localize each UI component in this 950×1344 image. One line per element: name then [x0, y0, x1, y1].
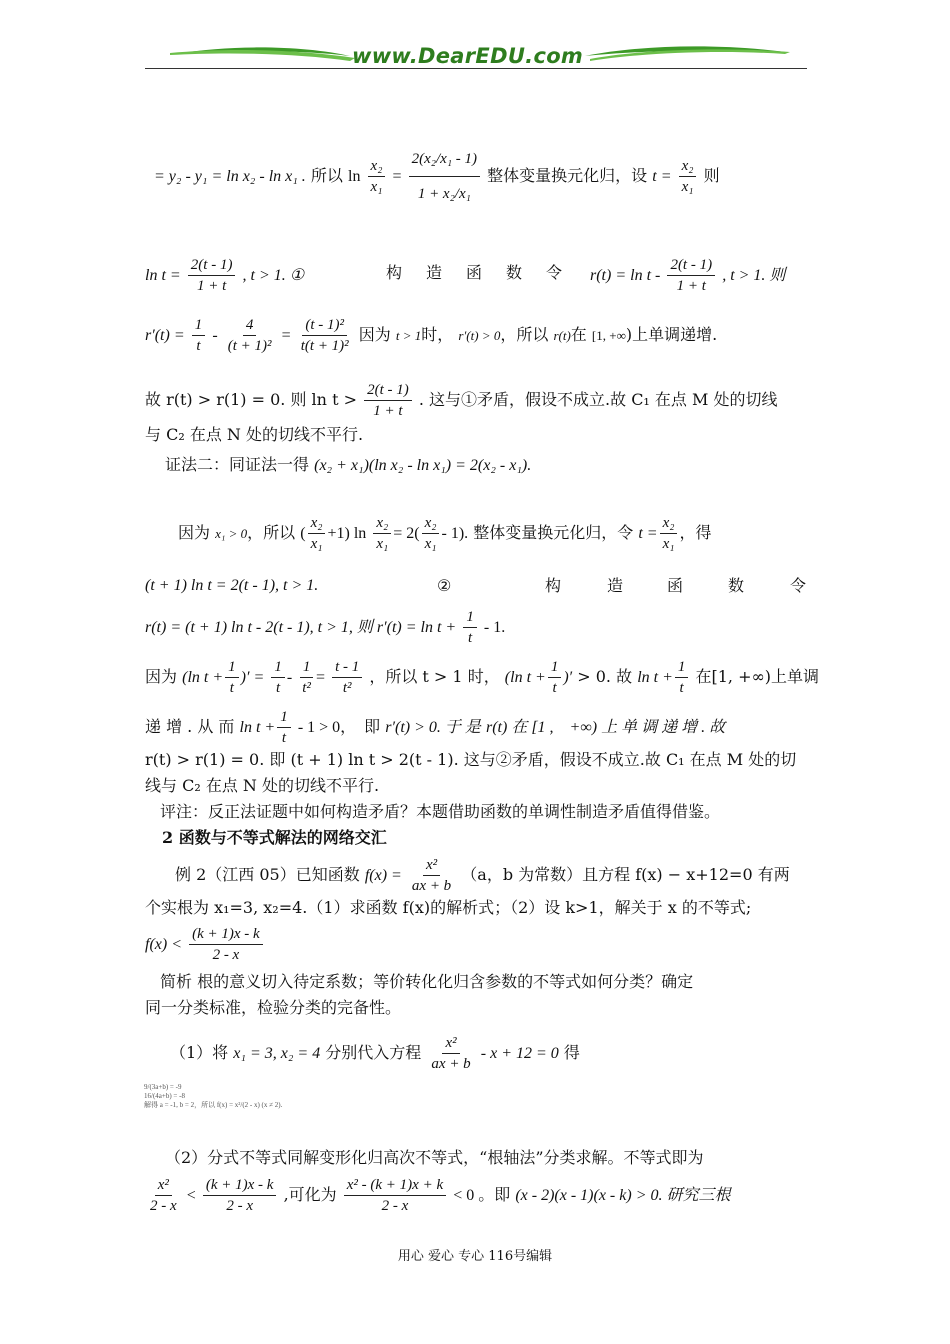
spread-zao: 造 [607, 576, 624, 595]
line-02: ln t = $\frac{2(t - 1)}{1 + t}$ , t > 1. ① [145, 257, 305, 294]
line-16: 例 2（江西 05）已知函数 f(x) = $\frac{\text{x²}}{ax + b}$ （a，b 为常数）且方程 f(x) − x+12=0 有两 [175, 857, 790, 894]
frac-2t1: $\frac{2(t - 1)}{1 + t}$ [188, 255, 236, 296]
line-03: r′(t) = $\frac{1}{t}$ - $\frac{4}{\text{(t + 1)²}}$ = $\frac{\text{(t - 1)²}}{\text{t(t + 1)²}}$ 因为 t > 1时， r′(t) > 0，所以 r(t)在 [1, +∞)上单调递增. [145, 317, 718, 354]
line-19: 简析 根的意义切入待定系数；等价转化化归含参数的不等式如何分类？确定 [160, 972, 694, 991]
text-zhengti: 整体变量换元化归，设 [487, 166, 648, 185]
text-ze: 则 [703, 166, 720, 185]
line-14-comment: 评注：反正法证题中如何构造矛盾？本题借助函数的单调性制造矛盾值得借鉴。 [160, 802, 721, 821]
line-04: 故 r(t) > r(1) = 0. 则 ln t > $\frac{2(t - 1)}{1 + t}$ . 这与①矛盾，假设不成立.故 C₁ 在点 M 处的切线 [145, 382, 778, 419]
line-22: （2）分式不等式同解变形化归高次不等式，“根轴法”分类求解。不等式即为 [165, 1148, 704, 1167]
section-heading-2: 2 函数与不等式解法的网络交汇 [162, 828, 387, 847]
line-05: 与 C₂ 在点 N 处的切线不平行. [145, 425, 364, 444]
spread-gou: 构 [545, 576, 562, 595]
text-gouzao-1: 构 造 函 数 令 [386, 263, 567, 282]
spread-han: 函 [667, 576, 684, 595]
line-21: （1）将 x₁ = 3, x₂ = 4 分别代入方程 $\frac{\text{x²}}{ax + b}$ - x + 12 = 0 得 [170, 1035, 580, 1072]
line-18: f(x) < $\frac{(k + 1)x - k}{2 - x}$ [145, 924, 265, 965]
line-10: 因为 (ln t + $\frac{1}{t}$ )′ = $\frac{1}{t}$ - $\frac{1}{\text{t²}}$ = $\frac{t - 1}{\text{t²}}$ ，所以 t > 1 时， (ln t + $\frac{1}{t}$ )′ > 0. 故 ln t + $\frac{1}{t}$ 在[1, +∞)上单调 [145, 659, 820, 696]
frac-big: $\frac{\text{2(x₂/x₁ - 1)}}{\text{1 + x₂/x₁}}$ [409, 142, 480, 211]
site-logo-text: www.DearEDU.com [352, 44, 584, 68]
line-09: r(t) = (t + 1) ln t - 2(t - 1), t > 1, 则 r′(t) = ln t + $\frac{1}{t}$ - 1. [145, 609, 506, 646]
line-07: 因为 x₁ > 0，所以 ( $\frac{\text{x₂}}{\text{x₁}}$ +1) ln $\frac{\text{x₂}}{\text{x₁}}$ = 2( $\frac{\text{x₂}}{\text{x₁}}$ - 1). 整体变量换元化归，令 t = $\frac{\text{x₂}}{\text{x₁}}$ ，得 [178, 515, 712, 552]
line-17: 个实根为 x₁=3, x₂=4.（1）求函数 f(x)的解析式；（2）设 k>1，解关于 x 的不等式; [145, 898, 752, 917]
line-06: 证法二：同证法一得 (x₂ + x₁)(ln x₂ - ln x₁) = 2(x₂ - x₁). [165, 455, 532, 474]
ln-label: ln [348, 168, 361, 185]
line-08: (t + 1) ln t = 2(t - 1), t > 1. [145, 577, 319, 594]
spread-shu: 数 [728, 576, 745, 595]
line-12: r(t) > r(1) = 0. 即 (t + 1) ln t > 2(t - 1). 这与②矛盾，假设不成立.故 C₁ 在点 M 处的切 [145, 750, 797, 769]
line-20: 同一分类标准，检验分类的完备性。 [145, 998, 402, 1017]
line-23: $\frac{\text{x²}}{2 - x}$ < $\frac{(k + 1)x - k}{2 - x}$ ,可化为 $\frac{\text{x² - (k + 1)x + k}}{2 - x}$ < 0 。即 (x - 2)(x - 1)(x - k) > 0. 研究三根 [150, 1177, 731, 1214]
page-footer: 用心 爱心 专心 116号编辑 [397, 1249, 553, 1264]
frac-x2-x1: $\frac{\text{x₂}}{\text{x₁}}$ [368, 156, 386, 197]
header-rule [145, 68, 807, 69]
eq-rt-def: r(t) = ln t - $\frac{2(t - 1)}{1 + t}$ , t > 1. 则 [590, 257, 786, 294]
frac-t-def: $\frac{\text{x₂}}{\text{x₁}}$ [679, 156, 697, 197]
line-11: 递 增 . 从 而 ln t + $\frac{1}{t}$ - 1 > 0， 即 r′(t) > 0. 于 是 r(t) 在 [1 , +∞) 上 单 调 递 增 . 故 [145, 709, 726, 746]
line-13: 线与 C₂ 在点 N 处的切线不平行. [145, 776, 380, 795]
eq-y-diff: = y₂ - y₁ = ln x₂ - ln x₁ . [154, 168, 306, 185]
text-suoyi: 所以 [310, 166, 343, 185]
line-01: = y₂ - y₁ = ln x₂ - ln x₁ . 所以 ln $\frac{\text{x₂}}{\text{x₁}}$ = $\frac{\text{2(x₂/x₁ - 1)}}{\text{1 + x₂/x₁}}$ 整体变量换元化归，设 t = $\frac{\text{x₂}}{\text{x₁}}$ 则 [154, 142, 720, 211]
tiny-equation-system: 9/(3a+b) = -9 16/(4a+b) = -8 解得 a = -1, b = 2，所以 f(x) = x²/(2 - x) (x ≠ 2). [144, 1083, 283, 1109]
circle-2: ② [437, 576, 452, 595]
spread-ling: 令 [790, 576, 807, 595]
